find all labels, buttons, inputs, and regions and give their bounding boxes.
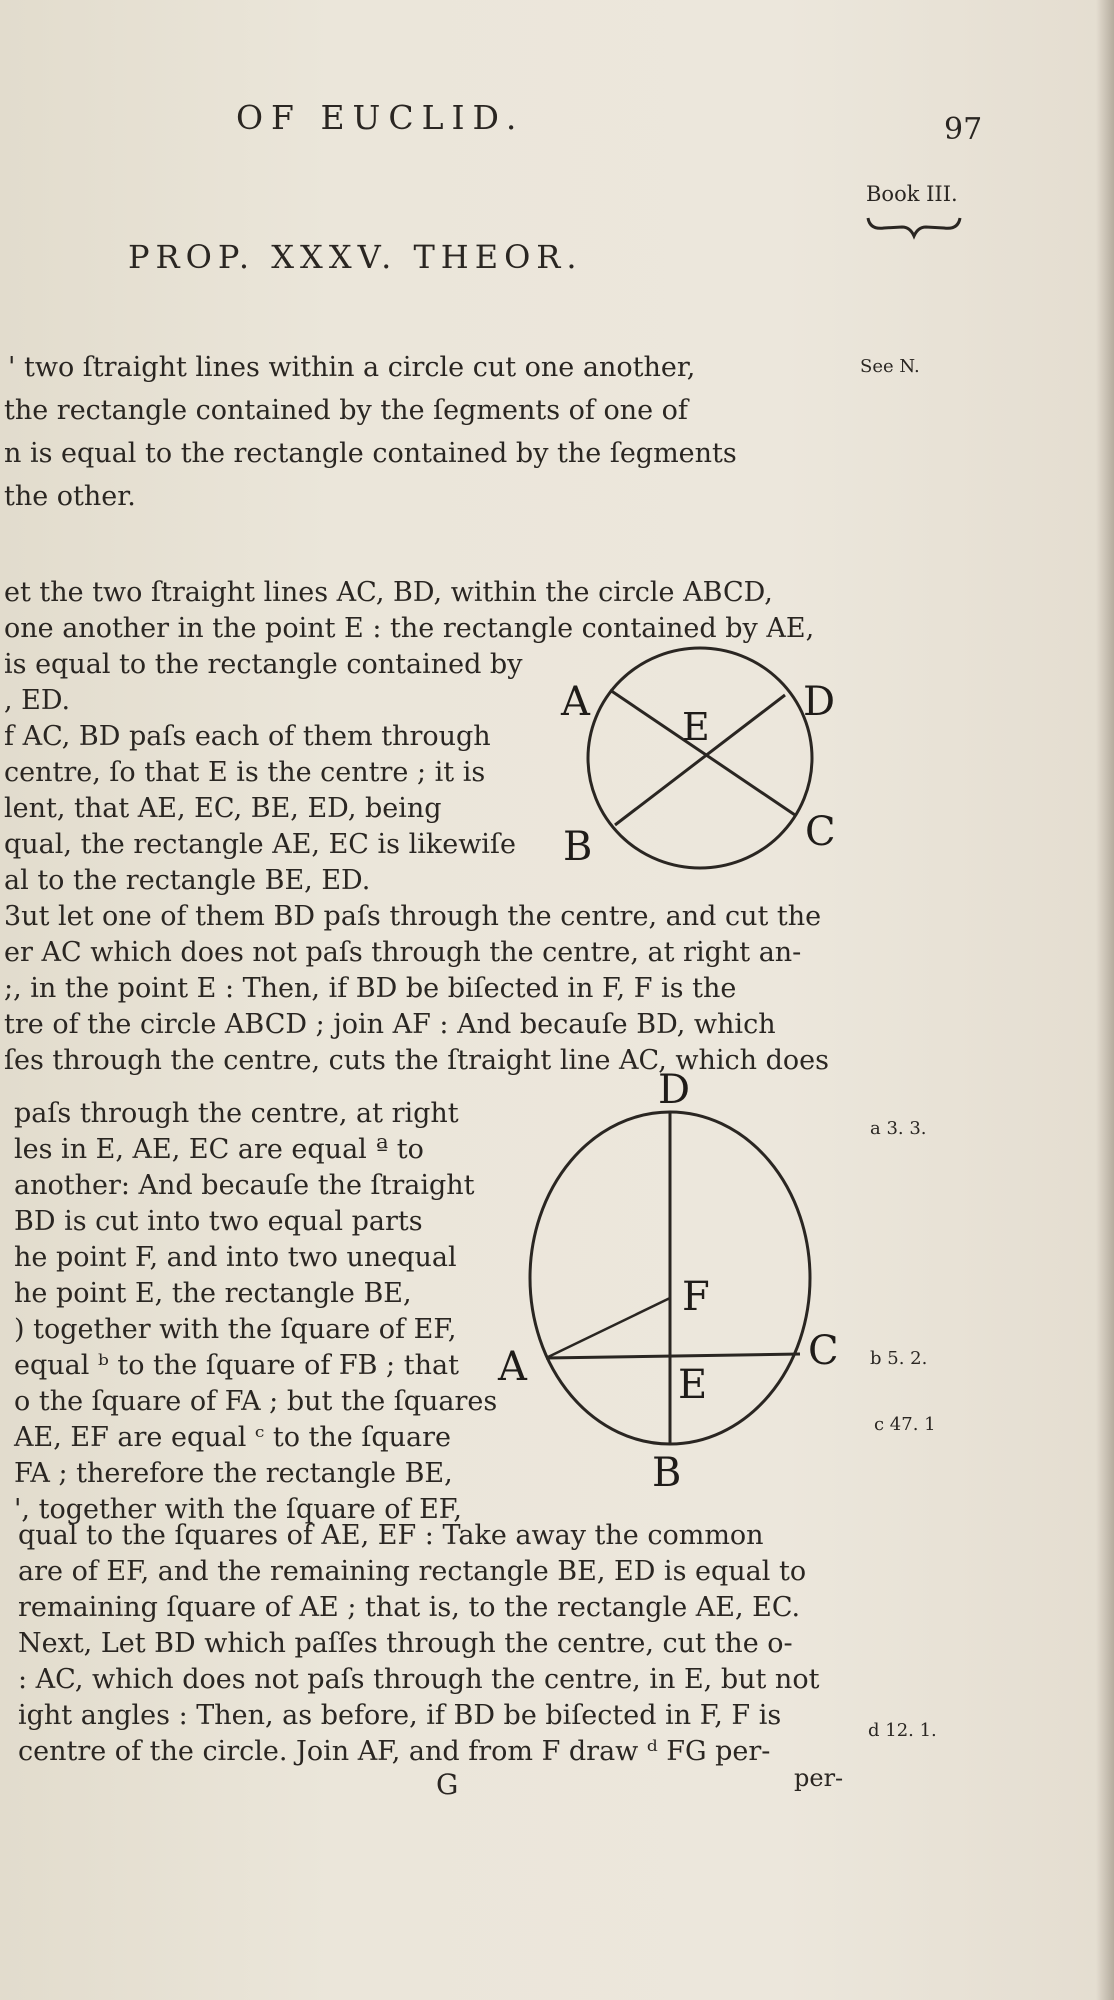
text-line: paſs through the centre, at right — [14, 1098, 459, 1129]
text-line: he point F, and into two unequal — [14, 1242, 457, 1273]
text-line: Next, Let BD which paſſes through the centre, cut the o- — [18, 1628, 793, 1659]
enunciation-line: the other. — [4, 481, 136, 512]
text-line: ', together with the ſquare of EF, — [14, 1494, 462, 1525]
text-line: ) together with the ſquare of EF, — [14, 1314, 457, 1345]
text-line: les in E, AE, EC are equal ª to — [14, 1134, 424, 1165]
catchword: per- — [794, 1764, 844, 1792]
page-edge-shadow — [1096, 0, 1114, 2000]
book-label: Book III. — [866, 182, 958, 206]
side-note-a: a 3. 3. — [870, 1118, 927, 1139]
text-line: tre of the circle ABCD ; join AF : And becauſe BD, which — [4, 1009, 776, 1040]
text-line: er AC which does not paſs through the centre, at right an- — [4, 937, 802, 968]
figure-2-label-B: B — [652, 1450, 682, 1496]
text-line: lent, that AE, EC, BE, ED, being — [4, 793, 442, 824]
text-line: 3ut let one of them BD paſs through the centre, and cut the — [4, 901, 822, 932]
figure-2-circle-diagram — [488, 1067, 868, 1496]
side-note-b: b 5. 2. — [870, 1348, 928, 1369]
text-line: centre of the circle. Join AF, and from F draw ᵈ FG per- — [18, 1736, 771, 1767]
text-line: al to the rectangle BE, ED. — [4, 865, 371, 896]
text-line: he point E, the rectangle BE, — [14, 1278, 412, 1309]
figure-1-circle — [588, 648, 812, 868]
text-line: remaining ſquare of AE ; that is, to the rectangle AE, EC. — [18, 1592, 801, 1623]
figure-1-label-A: A — [561, 679, 590, 725]
enunciation-line: the rectangle contained by the ſegments of one of — [4, 395, 688, 426]
text-line: centre, ſo that E is the centre ; it is — [4, 757, 486, 788]
enunciation-line: n is equal to the rectangle contained by the ſegments — [4, 438, 737, 469]
running-head: OF EUCLID. — [236, 98, 525, 137]
text-line: qual, the rectangle AE, EC is likewiſe — [4, 829, 516, 860]
proof-paragraph-2 — [0, 1096, 497, 1528]
figure-2-label-D: D — [658, 1067, 691, 1113]
proposition-title: PROP. XXXV. THEOR. — [128, 238, 583, 276]
figure-2-line-AC — [546, 1354, 800, 1358]
figure-1-label-E: E — [682, 705, 710, 749]
figure-1-circle-diagram — [555, 640, 855, 880]
text-line: , ED. — [4, 685, 71, 716]
text-line: equal ᵇ to the ſquare of FB ; that — [14, 1350, 459, 1381]
text-line: AE, EF are equal ᶜ to the ſquare — [14, 1422, 451, 1453]
text-line: FA ; therefore the rectangle BE, — [14, 1458, 453, 1489]
side-note-d: d 12. 1. — [868, 1720, 937, 1741]
text-line: BD is cut into two equal parts — [14, 1206, 423, 1237]
text-line: another: And becauſe the ſtraight — [14, 1170, 475, 1201]
figure-2-label-E: E — [678, 1362, 708, 1408]
text-line: is equal to the rectangle contained by — [4, 649, 523, 680]
enunciation-line: ' two ſtraight lines within a circle cut one another, — [8, 352, 696, 383]
figure-1-label-D: D — [803, 679, 836, 725]
text-line: ;, in the point E : Then, if BD be biſected in F, F is the — [4, 973, 737, 1004]
signature-mark: G — [436, 1768, 459, 1801]
text-line: o the ſquare of FA ; but the ſquares — [14, 1386, 498, 1417]
text-line: ight angles : Then, as before, if BD be biſected in F, F is — [18, 1700, 782, 1731]
proof-paragraph-3 — [0, 1518, 819, 1770]
figure-2-label-C: C — [808, 1328, 839, 1374]
page-number: 97 — [944, 112, 983, 147]
text-line: : AC, which does not paſs through the centre, in E, but not — [18, 1664, 820, 1695]
text-line: are of EF, and the remaining rectangle BE, ED is equal to — [18, 1556, 807, 1587]
text-line: f AC, BD paſs each of them through — [4, 721, 491, 752]
figure-2-label-F: F — [682, 1274, 710, 1320]
figure-1-label-C: C — [805, 809, 836, 855]
side-note-see: See N. — [860, 356, 920, 377]
figure-1-label-B: B — [563, 824, 593, 870]
text-line: et the two ſtraight lines AC, BD, within the circle ABCD, — [4, 577, 773, 608]
figure-2-line-AF — [546, 1298, 670, 1358]
brace-ornament — [864, 212, 964, 242]
text-line: qual to the ſquares of AE, EF : Take away the common — [18, 1520, 764, 1551]
text-line: one another in the point E : the rectangle contained by AE, — [4, 613, 815, 644]
side-note-c: c 47. 1 — [874, 1414, 936, 1435]
text-line: ſes through the centre, cuts the ſtraight line AC, which does — [4, 1045, 830, 1076]
enunciation — [0, 350, 737, 515]
figure-2-label-A: A — [498, 1344, 527, 1390]
